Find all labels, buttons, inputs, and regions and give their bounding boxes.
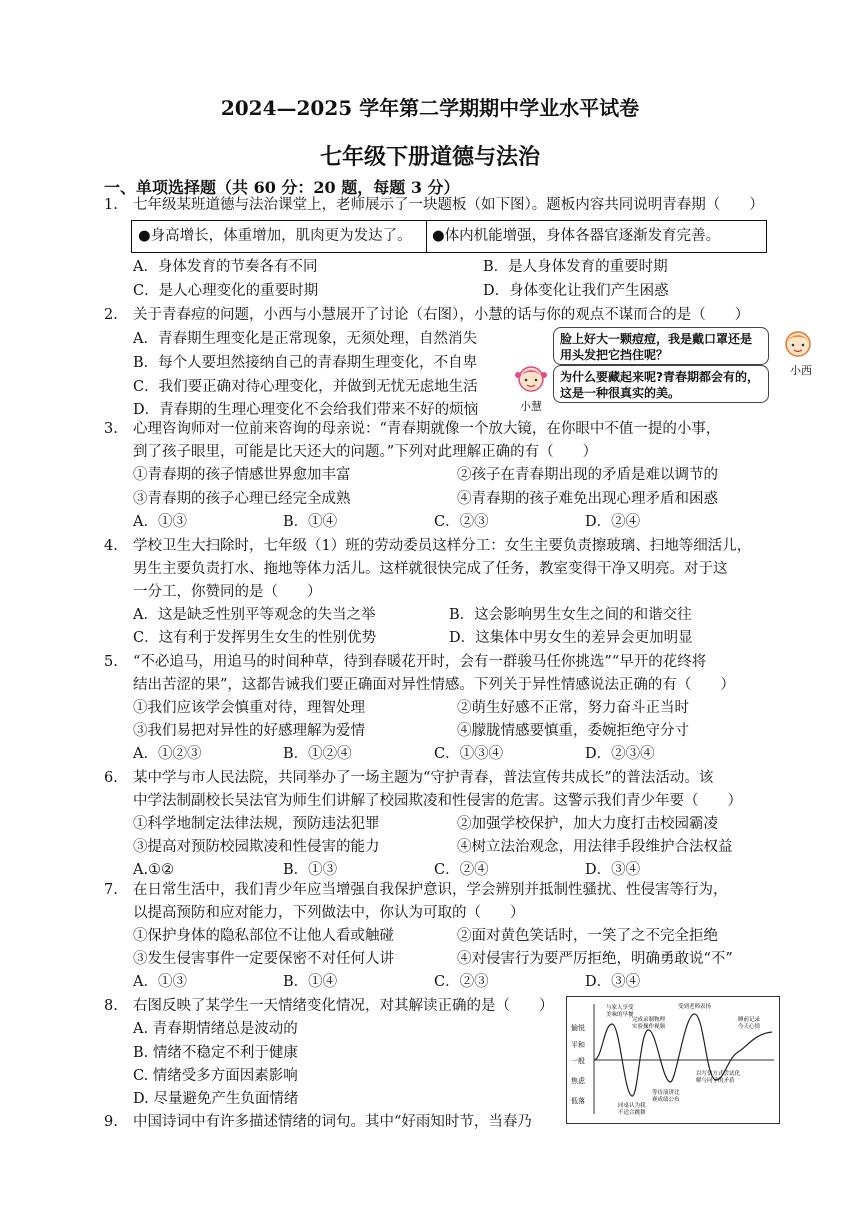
option-a: A．①③	[133, 514, 187, 530]
option-a: A．这是缺乏性别平等观念的失当之举	[133, 607, 376, 623]
y-level-label: 一般	[571, 1057, 585, 1065]
statement-1: ①保护身体的隐私部位不让他人看或触碰	[133, 928, 394, 944]
annotation: 赛成绩公布	[652, 1097, 680, 1103]
option-c: C．①③④	[434, 746, 504, 762]
question-number: 3.	[104, 421, 118, 437]
option-a: A.①②	[133, 862, 175, 878]
speech-bubble-xiaohui: 为什么要藏起来呢?青春期都会有的，这是一种很真实的美。	[553, 365, 769, 403]
girl-avatar-icon	[513, 363, 549, 395]
option-d: D．③④	[585, 862, 641, 878]
y-level-label: 平和	[571, 1041, 585, 1049]
question-stem: 关于青春痘的问题，小西与小慧展开了讨论（右图），小慧的话与你的观点不谋而合的是（ ）	[133, 307, 750, 323]
statement-3: ③发生侵害事件一定要保密不对任何人讲	[133, 951, 394, 967]
option-b: B．这会影响男生女生之间的和谐交往	[449, 607, 692, 623]
statement-4: ④青春期的孩子难免出现心理矛盾和困惑	[457, 491, 718, 507]
option-a: A．青春期生理变化是正常现象，无须处理，自然消失	[133, 331, 477, 347]
question-number: 6.	[104, 770, 118, 786]
question-number: 5.	[104, 654, 118, 670]
question-stem: 到了孩子眼里，可能是比天还大的问题。”下列对此理解正确的有（ ）	[133, 444, 598, 460]
section-heading: 一、单项选择题（共 60 分：20 题，每题 3 分）	[104, 178, 460, 197]
statement-2: ②孩子在青春期出现的矛盾是难以调节的	[457, 467, 718, 483]
annotation: 以写信方式尝试化	[696, 1071, 741, 1077]
statement-2: ②萌生好感不正常，努力奋斗正当时	[457, 700, 689, 716]
annotation: 今天心情	[738, 1024, 761, 1030]
question-stem: 右图反映了某学生一天情绪变化情况，对其解读正确的是（ ）	[133, 998, 554, 1014]
info-box-right: ●体内机能增强，身体各器官逐渐发育完善。	[426, 220, 767, 253]
statement-1: ①科学地制定法律法规，预防违法犯罪	[133, 816, 380, 832]
option-b: B．①②④	[283, 746, 352, 762]
annotation: 解与同学的矛盾	[696, 1078, 735, 1084]
question-number: 2.	[104, 307, 118, 323]
option-d: D．身体变化让我们产生困惑	[483, 283, 669, 299]
statement-2: ②面对黄色笑话时，一笑了之不完全拒绝	[457, 928, 718, 944]
option-c: C．②③	[434, 514, 489, 530]
option-b: B．是人身体发育的重要时期	[483, 259, 668, 275]
info-box-left: ●身高增长，体重增加，肌肉更为发达了。	[131, 220, 427, 253]
option-c: C．②④	[434, 862, 489, 878]
annotation: 受到老师表扬	[678, 1004, 712, 1010]
option-b: B．①④	[283, 514, 338, 530]
question-stem: 一分工，你赞同的是（ ）	[133, 584, 322, 600]
option-a: A．①②③	[133, 746, 202, 762]
option-b: B．每个人要坦然接纳自己的青春期生理变化，不自卑	[133, 355, 478, 371]
question-number: 9.	[104, 1114, 118, 1130]
y-level-label: 低落	[571, 1097, 585, 1105]
option-c: C．是人心理变化的重要时期	[133, 283, 319, 299]
option-b: B. 情绪不稳定不利于健康	[133, 1045, 298, 1061]
question-stem: 学校卫生大扫除时，七年级（1）班的劳动委员这样分工：女生主要负责擦玻璃、扫地等细活儿，	[133, 538, 752, 554]
option-d: D．③④	[585, 974, 641, 990]
subject-title: 七年级下册道德与法治	[319, 144, 540, 170]
statement-4: ④树立法治观念，用法律手段维护合法权益	[457, 839, 733, 855]
option-d: D. 尽量避免产生负面情绪	[133, 1091, 299, 1107]
option-c: C．②③	[434, 974, 489, 990]
statement-4: ④朦胧情感要慎重，委婉拒绝守分寸	[457, 723, 689, 739]
annotation: 睡前记录	[738, 1017, 761, 1023]
question-stem: 结出苦涩的果”，这都告诫我们要正确面对异性情感。下列关于异性情感说法正确的有（ ）	[133, 677, 735, 693]
option-d: D．青春期的生理心理变化不会给我们带来不好的烦恼	[133, 402, 479, 418]
annotation: 美味的早餐	[606, 1012, 634, 1018]
question-stem: 心理咨询师对一位前来咨询的母亲说：“青春期就像一个放大镜，在你眼中不值一提的小事，	[133, 421, 721, 437]
question-number: 1.	[104, 197, 118, 213]
statement-2: ②加强学校保护，加大力度打击校园霸凌	[457, 816, 718, 832]
option-a: A．身体发育的节奏各有不同	[133, 259, 318, 275]
annotation: 等待演讲比	[652, 1090, 680, 1096]
option-d: D．这集体中男女生的差异会更加明显	[449, 630, 693, 646]
statement-1: ①青春期的孩子情感世界愈加丰富	[133, 467, 351, 483]
statement-4: ④对侵害行为要严厉拒绝，明确勇敢说“不”	[457, 951, 733, 967]
exam-title: 2024—2025 学年第二学期期中学业水平试卷	[220, 96, 640, 120]
question-number: 4.	[104, 538, 118, 554]
question-stem: 中国诗词中有许多描述情绪的词句。其中“好雨知时节，当春乃	[133, 1114, 532, 1130]
question-stem: 以提高预防和应对能力，下列做法中，你认为可取的（ ）	[133, 905, 525, 921]
speaker-name: 小西	[790, 364, 812, 377]
option-c: C. 情绪受多方面因素影响	[133, 1068, 298, 1084]
question-stem: 在日常生活中，我们青少年应当增强自我保护意识，学会辨别并抵制性骚扰、性侵害等行为，	[133, 882, 728, 898]
emotion-curve-figure	[566, 996, 780, 1124]
option-c: C．这有利于发挥男生女生的性别优势	[133, 630, 377, 646]
statement-1: ①我们应该学会慎重对待，理智处理	[133, 700, 365, 716]
annotation: 与家人享受	[606, 1005, 634, 1011]
y-level-label: 焦虑	[571, 1077, 585, 1085]
speaker-name: 小慧	[520, 400, 542, 413]
statement-3: ③我们易把对异性的好感理解为爱情	[133, 723, 365, 739]
y-level-label: 愉悦	[571, 1024, 585, 1032]
option-b: B．①④	[283, 974, 338, 990]
annotation: 完成录制物理	[632, 1017, 666, 1023]
option-d: D．②③④	[585, 746, 655, 762]
question-stem: 男生主要负责打水、拖地等体力活儿。这样就很快完成了任务，教室变得干净又明亮。对于这	[133, 561, 728, 577]
question-number: 8.	[104, 998, 118, 1014]
question-stem: “不必追马，用追马的时间种草，待到春暖花开时，会有一群骏马任你挑选”“早开的花终将	[133, 654, 707, 670]
option-d: D．②④	[585, 514, 641, 530]
question-number: 7.	[104, 882, 118, 898]
speech-bubble-xiaoxi: 脸上好大一颗痘痘，我是戴口罩还是用头发把它挡住呢？	[553, 327, 769, 365]
annotation: 实验操作视频	[632, 1024, 666, 1030]
question-stem: 某中学与市人民法院，共同举办了一场主题为“守护青春，普法宣传共成长”的普法活动。该	[133, 770, 714, 786]
option-a: A. 青春期情绪总是波动的	[133, 1021, 298, 1037]
option-a: A．①③	[133, 974, 187, 990]
statement-3: ③青春期的孩子心理已经完全成熟	[133, 491, 351, 507]
annotation: 同桌认为我	[618, 1103, 646, 1109]
question-stem: 七年级某班道德与法治课堂上，老师展示了一块题板（如下图）。题板内容共同说明青春期（ ）	[133, 197, 764, 213]
statement-3: ③提高对预防校园欺凌和性侵害的能力	[133, 839, 380, 855]
option-b: B．①③	[283, 862, 338, 878]
girl-avatar-icon	[780, 328, 816, 360]
question-stem: 中学法制副校长吴法官为师生们讲解了校园欺凌和性侵害的危害。这警示我们青少年要（ ）	[133, 793, 742, 809]
annotation: 不适合跳舞	[618, 1110, 646, 1116]
option-c: C．我们要正确对待心理变化，并做到无忧无虑地生活	[133, 379, 478, 395]
